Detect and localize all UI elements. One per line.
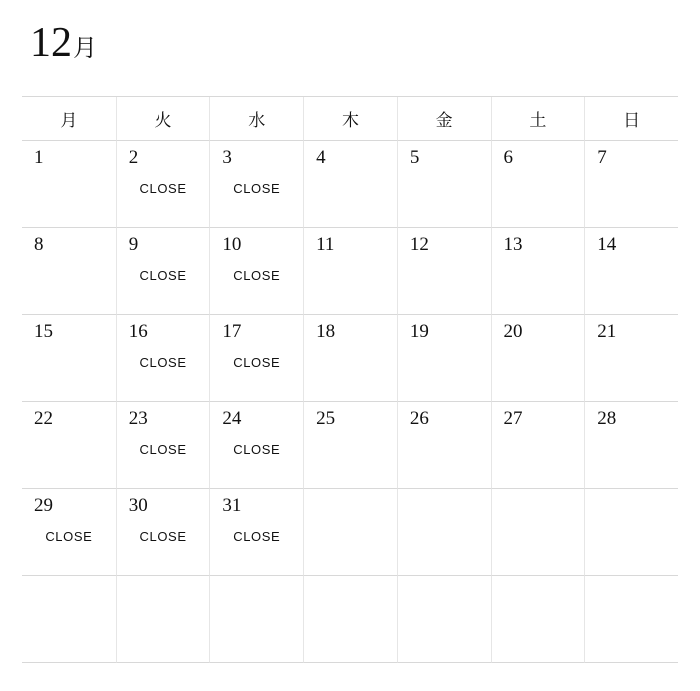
calendar-week-row: [22, 402, 678, 489]
day-number: 28: [597, 408, 617, 429]
day-cell: [209, 402, 303, 489]
day-number: 30: [128, 495, 148, 516]
day-cell: [397, 576, 491, 663]
day-number: 6: [503, 147, 514, 168]
day-cell: [584, 489, 678, 576]
day-note: CLOSE: [45, 529, 93, 544]
day-note: CLOSE: [139, 181, 187, 196]
day-cell: [303, 315, 397, 402]
day-cell: [22, 402, 116, 489]
day-cell: [397, 315, 491, 402]
calendar-week-row: [22, 576, 678, 663]
day-cell: [22, 576, 116, 663]
day-number: 31: [222, 495, 242, 516]
day-number: 18: [316, 321, 336, 342]
day-note: CLOSE: [139, 442, 187, 457]
day-note: CLOSE: [139, 268, 187, 283]
weekday-label: 日: [623, 111, 641, 130]
day-note: CLOSE: [233, 442, 281, 457]
day-note: CLOSE: [233, 529, 281, 544]
day-cell: [116, 402, 210, 489]
day-cell: [491, 402, 585, 489]
day-cell: [209, 228, 303, 315]
day-number: 16: [128, 321, 148, 342]
calendar-week-row: [22, 489, 678, 576]
day-cell: [303, 576, 397, 663]
day-cell: [116, 141, 210, 228]
day-cell: [491, 315, 585, 402]
day-note: CLOSE: [139, 355, 187, 370]
day-number: 8: [34, 234, 44, 255]
day-number: 3: [222, 147, 232, 168]
day-cell: [22, 489, 116, 576]
weekday-header-row: [22, 97, 678, 141]
day-cell: [209, 315, 303, 402]
day-cell: [22, 315, 116, 402]
day-cell: [584, 576, 678, 663]
day-cell: [397, 489, 491, 576]
month-suffix: 月: [73, 36, 97, 62]
day-number: 24: [222, 408, 242, 429]
day-cell: [397, 228, 491, 315]
day-number: 17: [222, 321, 242, 342]
day-cell: [116, 315, 210, 402]
calendar-grid: [22, 96, 678, 663]
day-number: 27: [503, 408, 523, 429]
day-number: 12: [409, 234, 429, 255]
day-cell: [22, 141, 116, 228]
weekday-header-cell: [303, 97, 397, 141]
weekday-header-cell: [22, 97, 116, 141]
day-number: 7: [597, 147, 607, 168]
day-number: 25: [316, 408, 336, 429]
day-number: 21: [597, 321, 617, 342]
day-cell: [303, 489, 397, 576]
day-number: 20: [503, 321, 523, 342]
day-cell: [303, 141, 397, 228]
weekday-label: 月: [60, 111, 78, 130]
day-cell: [209, 489, 303, 576]
day-cell: [584, 402, 678, 489]
day-number: 9: [128, 234, 139, 255]
day-number: 22: [34, 408, 53, 429]
day-number: 19: [409, 321, 429, 342]
day-note: CLOSE: [233, 268, 281, 283]
weekday-header-cell: [116, 97, 210, 141]
day-note: CLOSE: [139, 529, 187, 544]
calendar-week-row: [22, 228, 678, 315]
day-cell: [397, 402, 491, 489]
day-cell: [116, 228, 210, 315]
day-number: 15: [34, 321, 53, 342]
day-number: 14: [597, 234, 617, 255]
day-cell: [491, 228, 585, 315]
day-cell: [303, 402, 397, 489]
weekday-header-cell: [584, 97, 678, 141]
day-number: 10: [222, 234, 242, 255]
weekday-label: 木: [341, 111, 359, 130]
day-cell: [491, 489, 585, 576]
day-cell: [22, 228, 116, 315]
day-cell: [584, 315, 678, 402]
weekday-label: 土: [529, 111, 547, 130]
month-number: 12: [30, 20, 72, 66]
day-cell: [209, 576, 303, 663]
weekday-label: 火: [154, 111, 172, 130]
day-cell: [584, 141, 678, 228]
day-cell: [303, 228, 397, 315]
day-number: 5: [409, 147, 420, 168]
day-cell: [209, 141, 303, 228]
day-cell: [397, 141, 491, 228]
day-cell: [491, 576, 585, 663]
day-cell: [584, 228, 678, 315]
day-number: 1: [34, 147, 44, 168]
day-number: 23: [128, 408, 148, 429]
weekday-label: 水: [248, 111, 266, 130]
day-number: 29: [34, 495, 53, 516]
day-number: 26: [409, 408, 429, 429]
page-title: [30, 22, 97, 64]
weekday-header-cell: [397, 97, 491, 141]
calendar-week-row: [22, 141, 678, 228]
weekday-header-cell: [209, 97, 303, 141]
day-cell: [116, 576, 210, 663]
calendar-week-row: [22, 315, 678, 402]
day-number: 4: [316, 147, 326, 168]
day-number: 2: [128, 147, 139, 168]
day-number: 13: [503, 234, 523, 255]
day-note: CLOSE: [233, 355, 281, 370]
day-cell: [116, 489, 210, 576]
day-cell: [491, 141, 585, 228]
day-number: 11: [316, 234, 335, 255]
weekday-header-cell: [491, 97, 585, 141]
day-note: CLOSE: [233, 181, 281, 196]
weekday-label: 金: [435, 111, 453, 130]
